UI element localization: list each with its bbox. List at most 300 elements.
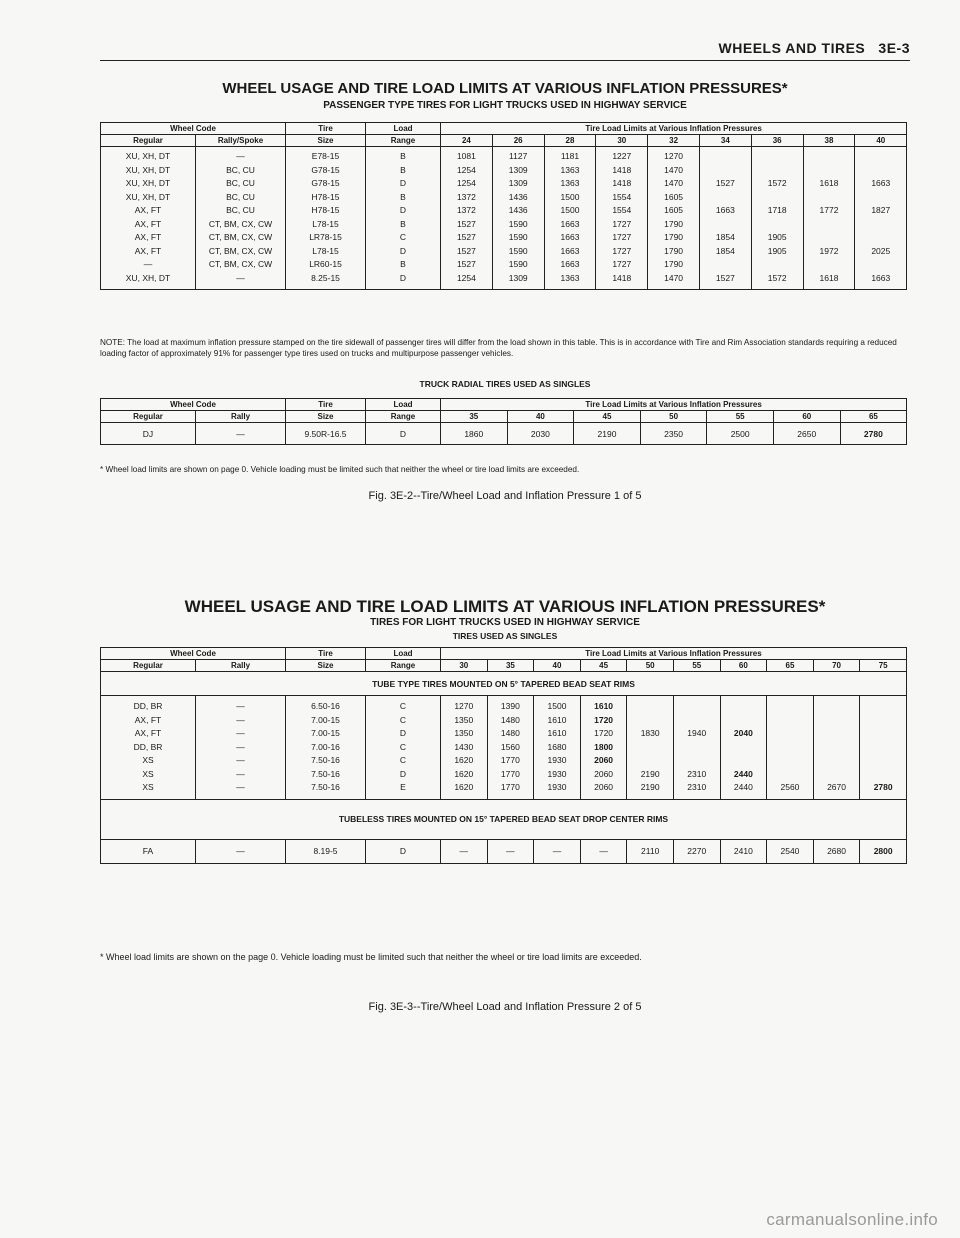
table-cell: 1663 [871, 272, 891, 283]
table-cell: CT, BM, CX, CW [208, 232, 273, 242]
table-cell: D [399, 245, 407, 256]
table-cell: 1500 [547, 701, 567, 711]
table-cell: 1663 [560, 245, 580, 256]
table-cell [860, 754, 906, 768]
table-cell: 1363 [560, 178, 580, 188]
table-cell: 1390 [500, 701, 520, 711]
pressure-header: 36 [751, 135, 803, 147]
table-column [580, 696, 627, 800]
table-cell: 1727 [612, 259, 632, 269]
table-cell [767, 768, 813, 782]
pressure-header: 32 [648, 135, 700, 147]
table-cell: 9.50R-16.5 [286, 423, 366, 445]
table-cell: L78-15 [312, 245, 339, 256]
table-cell: 1610 [547, 714, 567, 725]
table-cell [767, 754, 813, 768]
table-cell: 1309 [508, 178, 528, 188]
table-cell: C [399, 701, 407, 711]
table-cell: 1500 [560, 191, 580, 202]
table-cell: 7.50-16 [311, 768, 340, 779]
header-page-number: 3E-3 [878, 40, 910, 56]
table-cell [752, 258, 803, 272]
table-cell: 2410 [720, 839, 767, 863]
table-cell: 1790 [664, 259, 684, 269]
table-column [596, 147, 648, 290]
watermark: carmanualsonline.info [766, 1210, 938, 1229]
table-cell: 1663 [560, 232, 580, 242]
pressure-header: 75 [860, 660, 907, 672]
table-column [366, 696, 441, 800]
table-column [627, 696, 674, 800]
table-cell: 1254 [456, 272, 476, 283]
table-cell: C [399, 741, 407, 752]
table-cell: 1350 [454, 714, 474, 725]
table-cell [804, 231, 855, 245]
table-cell: 1827 [871, 205, 891, 215]
table-cell: 1227 [612, 151, 632, 161]
table-cell [767, 727, 813, 741]
pressure-header: 28 [544, 135, 596, 147]
table-cell [804, 258, 855, 272]
table-cell [752, 191, 803, 205]
table-cell [814, 754, 860, 768]
table-cell: 2040 [733, 728, 753, 738]
table-cell: 1436 [508, 205, 528, 215]
table-cell: CT, BM, CX, CW [208, 259, 273, 269]
table-cell: 1560 [500, 741, 520, 752]
table-cell: 2310 [687, 782, 707, 792]
table-cell: AX, FT [134, 205, 162, 215]
table-cell: D [399, 768, 407, 779]
table-cell: AX, FT [134, 245, 162, 256]
table-cell [700, 258, 751, 272]
pressure-header: 45 [580, 660, 627, 672]
table-cell [767, 714, 813, 728]
table-cell: 7.00-15 [311, 728, 340, 738]
col-wheel-code: Wheel Code [101, 648, 286, 660]
table-column [196, 147, 286, 290]
table-cell [752, 218, 803, 232]
table-cell [767, 741, 813, 755]
table-cell: XU, XH, DT [125, 191, 171, 202]
table-cell: 1480 [500, 714, 520, 725]
pressure-header: 24 [441, 135, 493, 147]
pressure-header: 35 [487, 660, 534, 672]
radial-table [100, 398, 907, 445]
table-cell: 1500 [560, 205, 580, 215]
table-cell: 1720 [594, 728, 614, 738]
table-cell: — [236, 755, 245, 765]
table-cell: 2440 [733, 782, 753, 792]
col-load: Load [366, 648, 441, 660]
table-cell [814, 768, 860, 782]
table-cell [860, 714, 906, 728]
pressure-header: 40 [855, 135, 907, 147]
table-cell: 2800 [860, 839, 907, 863]
table-cell: 1610 [547, 728, 567, 738]
pressure-header: 50 [640, 411, 707, 423]
table-cell [804, 164, 855, 178]
table-cell: B [400, 259, 406, 269]
table-cell: 2030 [507, 423, 574, 445]
table-cell: C [399, 755, 407, 765]
table-cell: XU, XH, DT [125, 164, 171, 175]
table-cell: — [143, 259, 153, 269]
table-cell: 1930 [547, 782, 567, 792]
table-cell: B [400, 164, 406, 175]
table-column [286, 696, 366, 800]
table-cell: 1772 [819, 205, 839, 215]
table-cell: G78-15 [311, 178, 340, 188]
table-cell: 1590 [508, 259, 528, 269]
table-cell: 1554 [612, 191, 632, 202]
table-cell: G78-15 [311, 164, 340, 175]
table-cell: 1610 [594, 701, 614, 711]
table-cell: DD, BR [133, 701, 163, 711]
table-cell [627, 714, 673, 728]
table-column [648, 147, 700, 290]
table-cell: 1270 [454, 701, 474, 711]
table-cell: AX, FT [134, 232, 162, 242]
tube-section-title: TUBE TYPE TIRES MOUNTED ON 5° TAPERED BEAD SEAT RIMS [101, 672, 907, 696]
table-cell [752, 150, 803, 164]
table-cell: 1940 [687, 728, 707, 738]
table-cell: XU, XH, DT [125, 151, 171, 161]
table-column [855, 147, 907, 290]
pressure-header: 40 [534, 660, 581, 672]
table-cell: D [399, 178, 407, 188]
table-cell: 1436 [508, 191, 528, 202]
table-cell: C [399, 714, 407, 725]
table-cell: AX, FT [134, 714, 162, 725]
table-cell: L78-15 [312, 218, 339, 229]
pressure-header: 65 [840, 411, 907, 423]
table-column [544, 147, 596, 290]
table-cell: — [196, 423, 286, 445]
table-cell: B [400, 218, 406, 229]
table-column [534, 696, 581, 800]
table-cell: 1418 [612, 272, 632, 283]
table-cell [860, 727, 906, 741]
table-cell: 1930 [547, 768, 567, 779]
pressure-header: 26 [492, 135, 544, 147]
col-load: Load [366, 123, 441, 135]
table-cell: 2670 [827, 782, 846, 792]
table-column [196, 696, 286, 800]
table-cell: BC, CU [226, 178, 255, 188]
pressure-header: 60 [773, 411, 840, 423]
fig1-subtitle: PASSENGER TYPE TIRES FOR LIGHT TRUCKS USED IN HIGHWAY SERVICE [323, 100, 687, 111]
table-cell [860, 741, 906, 755]
table-cell: 2060 [594, 768, 614, 779]
table-cell [855, 191, 906, 205]
fig2-load-table [100, 647, 907, 864]
fig2-footnote: * Wheel load limits are shown on the page 0. Vehicle loading must be limited such that neither the wheel or tire load limits are exceeded. [100, 952, 642, 962]
table-cell: 1770 [500, 755, 520, 765]
table-cell: 2350 [640, 423, 707, 445]
table-cell [721, 754, 767, 768]
pressure-header: 70 [813, 660, 860, 672]
table-cell: 1309 [508, 272, 528, 283]
table-cell [804, 218, 855, 232]
table-cell: 2190 [640, 782, 660, 792]
table-cell: C [399, 232, 407, 242]
table-column [492, 147, 544, 290]
table-cell: LR78-15 [309, 232, 342, 242]
col-range: Range [366, 411, 441, 423]
col-regular: Regular [101, 135, 196, 147]
fig1-caption: Fig. 3E-2--Tire/Wheel Load and Inflation Pressure 1 of 5 [368, 490, 642, 502]
col-wheel-code: Wheel Code [101, 123, 286, 135]
col-range: Range [366, 135, 441, 147]
table-cell: 2190 [640, 768, 660, 779]
header-section: WHEELS AND TIRES [718, 40, 866, 56]
table-cell [855, 231, 906, 245]
table-column [366, 147, 441, 290]
table-cell: 2680 [813, 839, 860, 863]
table-cell: 1727 [612, 232, 632, 242]
table-cell: 1527 [456, 245, 476, 256]
table-column [860, 696, 907, 800]
fig2-subtitle-2: TIRES USED AS SINGLES [452, 631, 558, 641]
table-cell [674, 700, 720, 714]
col-wheel-code: Wheel Code [101, 399, 286, 411]
col-tire: Tire [286, 123, 366, 135]
table-cell [855, 218, 906, 232]
table-cell: 8.19-5 [286, 839, 366, 863]
table-cell: 2270 [673, 839, 720, 863]
table-cell: — [196, 839, 286, 863]
table-column [673, 696, 720, 800]
tubeless-section-title: TUBELESS TIRES MOUNTED ON 15° TAPERED BEAD SEAT DROP CENTER RIMS [101, 799, 907, 839]
table-cell: — [236, 272, 245, 283]
table-column [441, 696, 488, 800]
col-size: Size [286, 411, 366, 423]
table-cell [674, 741, 720, 755]
table-cell: AX, FT [134, 218, 162, 229]
table-cell: 2110 [627, 839, 674, 863]
table-cell: 1770 [500, 768, 520, 779]
table-cell [674, 714, 720, 728]
table-cell: CT, BM, CX, CW [208, 245, 273, 256]
table-cell: 7.00-16 [311, 741, 340, 752]
page-header [100, 40, 910, 56]
pressure-header: 30 [596, 135, 648, 147]
pressure-header: 45 [574, 411, 641, 423]
table-cell: D [366, 839, 441, 863]
table-cell: 1372 [456, 205, 476, 215]
table-column [101, 696, 196, 800]
col-load-limits: Tire Load Limits at Various Inflation Pressures [441, 399, 907, 411]
table-cell: 1572 [767, 178, 787, 188]
table-cell [752, 164, 803, 178]
fig1-load-table [100, 122, 907, 290]
header-rule [100, 60, 910, 61]
table-cell [700, 191, 751, 205]
table-cell: 1620 [454, 782, 474, 792]
table-cell: 1372 [456, 191, 476, 202]
table-cell: 2060 [594, 782, 614, 792]
table-cell: 1181 [560, 151, 580, 161]
table-cell: 1720 [594, 714, 614, 725]
table-cell: 1527 [456, 218, 476, 229]
table-cell: 1605 [664, 205, 684, 215]
table-cell: 1363 [560, 164, 580, 175]
table-cell [855, 164, 906, 178]
table-column [487, 696, 534, 800]
table-cell: 2540 [767, 839, 814, 863]
table-cell [860, 768, 906, 782]
col-rally: Rally [196, 411, 286, 423]
col-tire: Tire [286, 399, 366, 411]
pressure-header: 55 [673, 660, 720, 672]
table-cell [767, 700, 813, 714]
table-cell: XS [142, 755, 154, 765]
pressure-header: 60 [720, 660, 767, 672]
col-range: Range [366, 660, 441, 672]
table-cell: 7.50-16 [311, 755, 340, 765]
table-cell [700, 218, 751, 232]
table-cell: — [236, 741, 245, 752]
col-load-limits: Tire Load Limits at Various Inflation Pressures [441, 648, 907, 660]
table-cell: 1605 [664, 191, 684, 202]
table-cell: 1309 [508, 164, 528, 175]
table-cell: XS [142, 782, 154, 792]
table-cell: 1620 [454, 768, 474, 779]
table-cell: XS [142, 768, 154, 779]
table-cell: BC, CU [226, 164, 255, 175]
table-cell: 1254 [456, 178, 476, 188]
table-cell: 1663 [715, 205, 735, 215]
table-cell: 1590 [508, 232, 528, 242]
table-cell: B [400, 191, 406, 202]
table-column [286, 147, 366, 290]
table-cell: 7.00-15 [311, 714, 340, 725]
pressure-header: 40 [507, 411, 574, 423]
pressure-header: 65 [767, 660, 814, 672]
table-cell [721, 714, 767, 728]
fig2-title: WHEEL USAGE AND TIRE LOAD LIMITS AT VARIOUS INFLATION PRESSURES* [184, 597, 826, 616]
table-cell: 2190 [574, 423, 641, 445]
table-cell: 1800 [594, 741, 614, 752]
table-cell [700, 164, 751, 178]
table-cell: 2310 [687, 768, 707, 779]
table-cell: D [399, 205, 407, 215]
table-cell: 1527 [456, 232, 476, 242]
table-cell: AX, FT [134, 728, 162, 738]
table-cell: H78-15 [311, 191, 340, 202]
col-load-limits: Tire Load Limits at Various Inflation Pressures [441, 123, 907, 135]
table-cell: 1790 [664, 218, 684, 229]
table-cell: 1727 [612, 245, 632, 256]
table-cell: 2780 [873, 782, 893, 792]
table-cell [814, 741, 860, 755]
table-cell: — [236, 714, 245, 725]
table-cell [814, 714, 860, 728]
fig1-note: NOTE: The load at maximum inflation pressure stamped on the tire sidewall of passenger tires will differ from the load shown in this table. This is in accordance with Tire and Rim Association standards requiring a reduced loading factor of approximately 91% for passenger type tires used on trucks and multipurpose passenger vehicles. [100, 338, 897, 358]
col-rally: Rally [196, 660, 286, 672]
table-cell: 1081 [456, 151, 476, 161]
table-cell [627, 700, 673, 714]
table-column [720, 696, 767, 800]
table-cell: 1430 [454, 741, 474, 752]
table-cell: 1554 [612, 205, 632, 215]
table-cell [814, 700, 860, 714]
table-cell: B [400, 151, 406, 161]
table-cell: DJ [101, 423, 196, 445]
table-column [101, 147, 196, 290]
pressure-header: 35 [441, 411, 508, 423]
table-column [751, 147, 803, 290]
table-cell: 2560 [780, 782, 800, 792]
table-cell: 1770 [500, 782, 520, 792]
table-cell: 1590 [508, 218, 528, 229]
table-cell: 2060 [594, 755, 614, 765]
pressure-header: 50 [627, 660, 674, 672]
table-cell: BC, CU [226, 205, 255, 215]
table-cell: FA [101, 839, 196, 863]
table-cell: 1470 [664, 178, 684, 188]
table-cell: 1618 [819, 178, 839, 188]
table-cell: 2500 [707, 423, 774, 445]
table-cell [804, 150, 855, 164]
table-cell [700, 150, 751, 164]
pressure-header: 30 [441, 660, 488, 672]
table-cell: 2025 [871, 245, 891, 256]
col-size: Size [286, 135, 366, 147]
table-cell: 1620 [454, 755, 474, 765]
table-cell: 1470 [664, 164, 684, 175]
table-cell: 6.50-16 [311, 701, 340, 711]
fig2-subtitle: TIRES FOR LIGHT TRUCKS USED IN HIGHWAY SERVICE [370, 617, 640, 628]
table-cell: E78-15 [311, 151, 340, 161]
table-cell [627, 754, 673, 768]
table-cell [860, 700, 906, 714]
col-size: Size [286, 660, 366, 672]
table-cell: 1972 [819, 245, 839, 256]
table-cell: D [399, 728, 407, 738]
table-cell: — [580, 839, 627, 863]
table-cell [674, 754, 720, 768]
table-cell: DD, BR [133, 741, 163, 752]
table-cell: 1790 [664, 232, 684, 242]
table-cell [855, 258, 906, 272]
table-cell: 1830 [640, 728, 660, 738]
table-cell: 1572 [767, 272, 787, 283]
table-cell [627, 741, 673, 755]
table-cell: 8.25-15 [311, 272, 340, 283]
table-cell: 1790 [664, 245, 684, 256]
table-cell: 1254 [456, 164, 476, 175]
table-cell: — [487, 839, 534, 863]
table-cell: 7.50-16 [311, 782, 340, 792]
table-cell: 1663 [560, 259, 580, 269]
table-cell: 1854 [715, 245, 735, 256]
table-cell: 1418 [612, 178, 632, 188]
col-load: Load [366, 399, 441, 411]
table-cell: 1527 [715, 272, 735, 283]
table-cell: CT, BM, CX, CW [208, 218, 273, 229]
table-cell: 1930 [547, 755, 567, 765]
table-cell: — [441, 839, 488, 863]
fig1-footnote: * Wheel load limits are shown on page 0. Vehicle loading must be limited such that neither the wheel or tire load limits are exceeded. [100, 465, 580, 474]
table-cell: 1718 [767, 205, 787, 215]
table-cell: 1363 [560, 272, 580, 283]
table-cell: — [236, 151, 245, 161]
table-cell: XU, XH, DT [125, 272, 171, 283]
table-column [803, 147, 855, 290]
col-regular: Regular [101, 411, 196, 423]
